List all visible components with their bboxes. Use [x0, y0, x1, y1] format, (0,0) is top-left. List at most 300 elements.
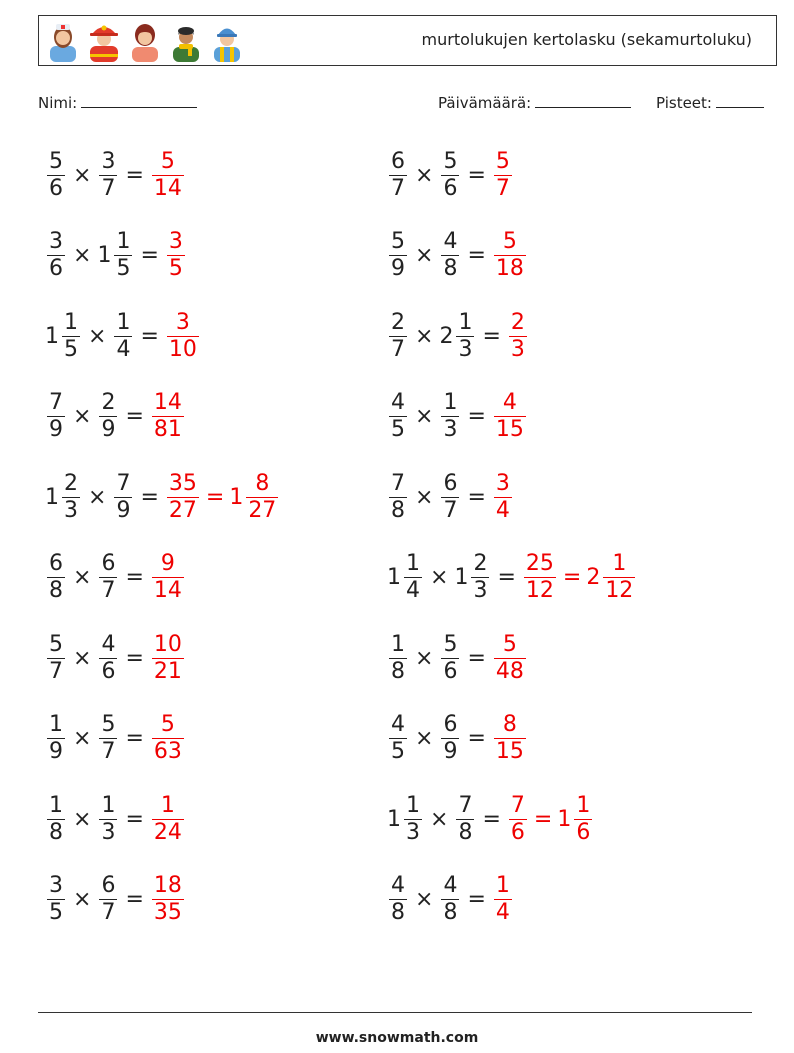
factor-a	[387, 793, 424, 846]
factor-b-fraction	[456, 310, 474, 363]
answer-value-numerator: 7	[510, 792, 525, 818]
factor-a-denominator: 6	[49, 175, 63, 201]
factor-b-fraction	[441, 873, 459, 926]
times-sign: ×	[415, 404, 434, 429]
factor-b-denominator: 9	[101, 417, 116, 442]
problem-item	[387, 140, 514, 210]
answer-value-denominator: 6	[510, 819, 525, 845]
equals-sign: =	[140, 243, 159, 268]
factor-a-numerator: 3	[49, 873, 63, 898]
factor-b	[97, 712, 119, 765]
footer-url: www.snowmath.com	[315, 1030, 479, 1046]
answer-value-numerator: 3	[495, 470, 510, 496]
answer-value-numerator: 9	[160, 551, 175, 576]
factor-b	[97, 390, 119, 443]
answer	[492, 149, 514, 202]
factor-b-fraction	[441, 149, 459, 202]
factor-b-denominator: 9	[443, 739, 458, 764]
times-sign: ×	[73, 887, 92, 912]
equals-sign: =	[125, 806, 144, 832]
factor-a-fraction	[47, 793, 65, 846]
date-label: Päivämäärä:	[438, 94, 532, 112]
factor-b	[439, 873, 461, 926]
name-label: Nimi:	[38, 94, 78, 112]
answer-value	[492, 229, 528, 282]
factor-a-denominator: 9	[391, 256, 405, 281]
answer-value-numerator: 5	[495, 148, 510, 174]
answer	[150, 793, 186, 846]
answer-value-fraction	[494, 390, 526, 443]
answer-value	[507, 310, 529, 363]
answer-value	[165, 229, 187, 282]
factor-a-denominator: 7	[49, 658, 63, 684]
factor-b-denominator: 3	[443, 417, 458, 442]
answer-equals-sign: =	[562, 565, 582, 590]
factor-a-fraction	[47, 712, 65, 765]
times-sign: ×	[73, 806, 92, 832]
equals-sign: =	[140, 484, 159, 510]
answer-value	[492, 712, 528, 765]
times-sign: ×	[415, 243, 434, 268]
answer	[150, 712, 186, 765]
factor-a-fraction	[47, 149, 65, 202]
factor-b-numerator: 4	[443, 229, 458, 254]
factor-a	[387, 149, 409, 202]
answer-value-numerator: 2	[510, 309, 525, 335]
equals-sign: =	[467, 404, 486, 429]
answer	[492, 712, 528, 765]
factor-b-numerator: 6	[101, 873, 116, 898]
answer-mixed-whole: 1	[229, 484, 244, 510]
factor-a-denominator: 5	[64, 336, 78, 362]
factor-a-fraction	[389, 149, 407, 202]
factor-a-denominator: 5	[49, 900, 63, 925]
answer	[165, 310, 201, 363]
factor-b	[454, 793, 476, 846]
factor-b-denominator: 3	[458, 336, 473, 362]
firefighter-avatar-icon	[87, 20, 121, 62]
times-sign: ×	[73, 404, 92, 429]
answer-mixed-denominator: 6	[576, 819, 591, 845]
factor-b	[439, 632, 461, 685]
answer-value-numerator: 25	[525, 551, 554, 576]
times-sign: ×	[73, 243, 92, 268]
answer-value-fraction	[152, 873, 184, 926]
factor-b-numerator: 5	[101, 712, 116, 737]
answer-value-numerator: 5	[502, 631, 517, 657]
factor-b-numerator: 1	[443, 390, 458, 415]
factor-b-numerator: 1	[116, 309, 131, 335]
factor-a-fraction	[47, 229, 65, 282]
answer-value-denominator: 48	[495, 658, 524, 684]
answer-value	[150, 873, 186, 926]
answer-mixed-whole: 1	[557, 806, 572, 832]
factor-b-fraction	[441, 390, 459, 443]
factor-b	[439, 712, 461, 765]
answer-value-denominator: 21	[153, 658, 182, 684]
factor-a-numerator: 1	[49, 712, 63, 737]
answer-value-numerator: 3	[168, 229, 183, 254]
factor-b-fraction	[99, 390, 117, 443]
factor-a	[387, 712, 409, 765]
factor-a	[387, 390, 409, 443]
factor-a-denominator: 8	[391, 497, 405, 523]
answer-value-fraction	[167, 471, 199, 524]
times-sign: ×	[415, 645, 434, 671]
factor-b-fraction	[99, 712, 117, 765]
man-scarf-avatar-icon	[169, 20, 203, 62]
problem-item	[45, 140, 186, 210]
answer	[492, 471, 514, 524]
factor-a-numerator: 4	[391, 712, 405, 737]
problem-item	[387, 382, 528, 452]
factor-b-numerator: 6	[443, 470, 458, 496]
factor-b-denominator: 6	[443, 658, 458, 684]
score-blank[interactable]	[716, 93, 764, 108]
answer-mixed	[557, 793, 594, 846]
factor-a-fraction	[62, 310, 80, 363]
factor-b-fraction	[99, 551, 117, 604]
factor-b-denominator: 5	[116, 256, 131, 281]
problem-item	[387, 543, 637, 613]
factor-a-numerator: 7	[49, 390, 63, 415]
factor-b-fraction	[441, 229, 459, 282]
answer-value-fraction	[152, 149, 184, 202]
factor-a-denominator: 5	[391, 417, 405, 442]
factor-b	[439, 229, 461, 282]
answer	[492, 229, 528, 282]
factor-b-numerator: 5	[443, 148, 458, 174]
answer-value-fraction	[494, 873, 512, 926]
answer-value-fraction	[152, 632, 184, 685]
times-sign: ×	[415, 484, 434, 510]
equals-sign: =	[125, 887, 144, 912]
answer-value-fraction	[152, 551, 184, 604]
times-sign: ×	[73, 726, 92, 751]
factor-a-numerator: 3	[49, 229, 63, 254]
factor-b	[97, 229, 134, 282]
answer-value-fraction	[524, 551, 556, 604]
factor-a-numerator: 5	[49, 631, 63, 657]
factor-b-fraction	[471, 551, 489, 604]
factor-a-denominator: 4	[406, 578, 420, 603]
answer-mixed-whole: 2	[586, 565, 601, 590]
problem-item	[387, 784, 594, 854]
factor-b-denominator: 7	[101, 175, 116, 201]
factor-a-fraction	[47, 632, 65, 685]
factor-b	[97, 632, 119, 685]
problem-item	[45, 543, 186, 613]
factor-b-whole: 2	[439, 323, 454, 349]
answer	[150, 873, 186, 926]
answer-value-numerator: 4	[502, 390, 517, 415]
factor-b-fraction	[114, 471, 132, 524]
factor-a-denominator: 8	[49, 578, 63, 603]
factor-a-numerator: 1	[49, 792, 63, 818]
answer-value-fraction	[494, 632, 526, 685]
factor-b-fraction	[456, 793, 474, 846]
answer-equals-sign: =	[533, 806, 553, 832]
factor-a	[45, 873, 67, 926]
answer	[507, 310, 529, 363]
factor-a-numerator: 7	[391, 470, 405, 496]
worker-avatar-icon	[210, 20, 244, 62]
answer-value	[150, 551, 186, 604]
answer-value-denominator: 14	[153, 175, 182, 201]
factor-a	[45, 149, 67, 202]
answer-value-denominator: 18	[495, 256, 524, 281]
problem-item	[45, 865, 186, 935]
problem-item	[45, 301, 201, 371]
factor-a-denominator: 9	[49, 417, 63, 442]
problem-item	[45, 462, 280, 532]
factor-a	[45, 471, 82, 524]
answer-value-fraction	[494, 229, 526, 282]
factor-a-denominator: 3	[64, 497, 78, 523]
factor-b	[97, 149, 119, 202]
score-label: Pisteet:	[656, 94, 712, 112]
factor-a-fraction	[47, 390, 65, 443]
factor-b-numerator: 2	[101, 390, 116, 415]
factor-b-denominator: 8	[443, 900, 458, 925]
factor-a-fraction	[389, 471, 407, 524]
factor-b-fraction	[114, 310, 132, 363]
equals-sign: =	[467, 726, 486, 751]
factor-b-denominator: 9	[116, 497, 131, 523]
answer-value-fraction	[509, 793, 527, 846]
answer-value-fraction	[152, 390, 184, 443]
answer-value-denominator: 81	[153, 417, 182, 442]
factor-a	[45, 632, 67, 685]
times-sign: ×	[73, 162, 92, 188]
answer-value-numerator: 5	[160, 712, 175, 737]
factor-b	[439, 390, 461, 443]
name-blank[interactable]	[81, 93, 197, 108]
answer-value	[150, 632, 186, 685]
factor-b-numerator: 6	[443, 712, 458, 737]
factor-b-numerator: 4	[101, 631, 116, 657]
factor-b-numerator: 7	[116, 470, 131, 496]
answer-value	[150, 149, 186, 202]
answer	[165, 229, 187, 282]
problem-item	[387, 301, 529, 371]
answer-value-fraction	[152, 712, 184, 765]
factor-b-fraction	[441, 632, 459, 685]
factor-b-denominator: 6	[101, 658, 116, 684]
answer-value-denominator: 15	[495, 739, 524, 764]
factor-b-numerator: 7	[458, 792, 473, 818]
equals-sign: =	[467, 645, 486, 671]
equals-sign: =	[467, 887, 486, 912]
factor-b-whole: 1	[97, 243, 112, 268]
factor-b-numerator: 4	[443, 873, 458, 898]
answer-value	[522, 551, 558, 604]
factor-a-fraction	[47, 873, 65, 926]
factor-b-fraction	[441, 471, 459, 524]
problem-item	[387, 221, 528, 291]
equals-sign: =	[125, 726, 144, 751]
answer-value-numerator: 1	[495, 873, 510, 898]
answer	[150, 390, 186, 443]
factor-b-denominator: 8	[458, 819, 473, 845]
problem-item	[387, 623, 528, 693]
factor-a	[45, 229, 67, 282]
factor-a-fraction	[389, 390, 407, 443]
factor-b-denominator: 6	[443, 175, 458, 201]
problem-item	[387, 865, 514, 935]
factor-b	[97, 873, 119, 926]
answer-mixed	[586, 551, 637, 604]
factor-a-whole: 1	[45, 323, 59, 349]
times-sign: ×	[88, 323, 107, 349]
answer-value	[492, 471, 514, 524]
equals-sign: =	[482, 806, 501, 832]
answer-value-numerator: 14	[153, 390, 182, 415]
factor-a-fraction	[389, 712, 407, 765]
problem-item	[45, 784, 186, 854]
times-sign: ×	[415, 726, 434, 751]
answer-mixed-numerator: 1	[612, 551, 627, 576]
equals-sign: =	[497, 565, 516, 590]
factor-a-fraction	[389, 632, 407, 685]
answer-value-denominator: 7	[495, 175, 510, 201]
factor-a-fraction	[404, 551, 422, 604]
answer-mixed-numerator: 1	[576, 792, 591, 818]
answer-value	[165, 471, 201, 524]
answer-value-denominator: 5	[168, 256, 183, 281]
answer-mixed-fraction	[603, 551, 635, 604]
answer	[492, 390, 528, 443]
factor-a-denominator: 6	[49, 256, 63, 281]
factor-b-numerator: 1	[116, 229, 131, 254]
factor-a-numerator: 1	[406, 551, 420, 576]
factor-a-numerator: 2	[64, 470, 78, 496]
factor-b-fraction	[99, 632, 117, 685]
factor-a	[387, 632, 409, 685]
factor-a-denominator: 8	[391, 658, 405, 684]
factor-b-denominator: 4	[116, 336, 131, 362]
footer-divider	[38, 1012, 752, 1013]
answer-equals-sign: =	[205, 484, 225, 510]
factor-a	[45, 310, 82, 363]
factor-b-denominator: 7	[101, 900, 116, 925]
equals-sign: =	[467, 162, 486, 188]
factor-a-fraction	[47, 551, 65, 604]
factor-a-whole: 1	[387, 806, 401, 832]
answer	[165, 471, 280, 524]
times-sign: ×	[430, 565, 449, 590]
answer-value-fraction	[167, 229, 185, 282]
factor-a-denominator: 7	[391, 175, 405, 201]
factor-a	[45, 390, 67, 443]
answer-value-fraction	[494, 471, 512, 524]
factor-b-fraction	[441, 712, 459, 765]
problem-item	[387, 462, 514, 532]
factor-b-whole: 1	[454, 565, 469, 590]
times-sign: ×	[415, 162, 434, 188]
factor-a-fraction	[404, 793, 422, 846]
factor-a-denominator: 7	[391, 336, 405, 362]
times-sign: ×	[73, 645, 92, 671]
factor-b-fraction	[99, 793, 117, 846]
factor-b	[112, 310, 134, 363]
factor-b-denominator: 7	[443, 497, 458, 523]
factor-a	[387, 551, 424, 604]
factor-b	[439, 471, 461, 524]
answer-value	[150, 793, 186, 846]
factor-a-fraction	[389, 310, 407, 363]
equals-sign: =	[125, 565, 144, 590]
times-sign: ×	[415, 323, 434, 349]
answer-value-numerator: 5	[502, 229, 517, 254]
times-sign: ×	[88, 484, 107, 510]
factor-a-numerator: 4	[391, 390, 405, 415]
answer-value	[492, 390, 528, 443]
answer-value-denominator: 15	[495, 417, 524, 442]
equals-sign: =	[467, 243, 486, 268]
avatar-row	[46, 20, 244, 62]
factor-b	[97, 551, 119, 604]
times-sign: ×	[73, 565, 92, 590]
factor-a-denominator: 3	[406, 819, 420, 845]
factor-b-numerator: 6	[101, 551, 116, 576]
worksheet-header	[38, 15, 777, 66]
answer-value-fraction	[494, 149, 512, 202]
answer-value-fraction	[152, 793, 184, 846]
answer-value-numerator: 8	[502, 712, 517, 737]
factor-b	[439, 310, 476, 363]
score-field	[656, 93, 764, 112]
factor-a-numerator: 4	[391, 873, 405, 898]
factor-b-denominator: 3	[473, 578, 488, 603]
factor-b	[97, 793, 119, 846]
answer-value-denominator: 4	[495, 900, 510, 925]
answer-value-denominator: 27	[168, 497, 197, 523]
answer-value	[492, 149, 514, 202]
name-field	[38, 93, 197, 112]
answer-value-numerator: 5	[160, 148, 175, 174]
equals-sign: =	[125, 645, 144, 671]
answer-mixed-denominator: 12	[605, 578, 634, 603]
factor-b	[439, 149, 461, 202]
factor-b-fraction	[99, 873, 117, 926]
factor-a	[387, 229, 409, 282]
answer-value-fraction	[509, 310, 527, 363]
answer	[150, 632, 186, 685]
answer-value-denominator: 63	[153, 739, 182, 764]
factor-a	[45, 712, 67, 765]
equals-sign: =	[125, 162, 144, 188]
equals-sign: =	[125, 404, 144, 429]
factor-a-whole: 1	[45, 484, 59, 510]
factor-b	[112, 471, 134, 524]
factor-a-denominator: 9	[49, 739, 63, 764]
factor-a-fraction	[62, 471, 80, 524]
date-field	[438, 93, 631, 112]
factor-a-fraction	[389, 229, 407, 282]
equals-sign: =	[482, 323, 501, 349]
times-sign: ×	[430, 806, 449, 832]
factor-b-numerator: 1	[458, 309, 473, 335]
factor-b-fraction	[99, 149, 117, 202]
factor-a-numerator: 6	[49, 551, 63, 576]
answer-mixed-fraction	[574, 793, 592, 846]
answer-value	[165, 310, 201, 363]
answer-value-denominator: 3	[510, 336, 525, 362]
factor-a-denominator: 8	[49, 819, 63, 845]
date-blank[interactable]	[535, 93, 631, 108]
answer-value-numerator: 18	[153, 873, 182, 898]
